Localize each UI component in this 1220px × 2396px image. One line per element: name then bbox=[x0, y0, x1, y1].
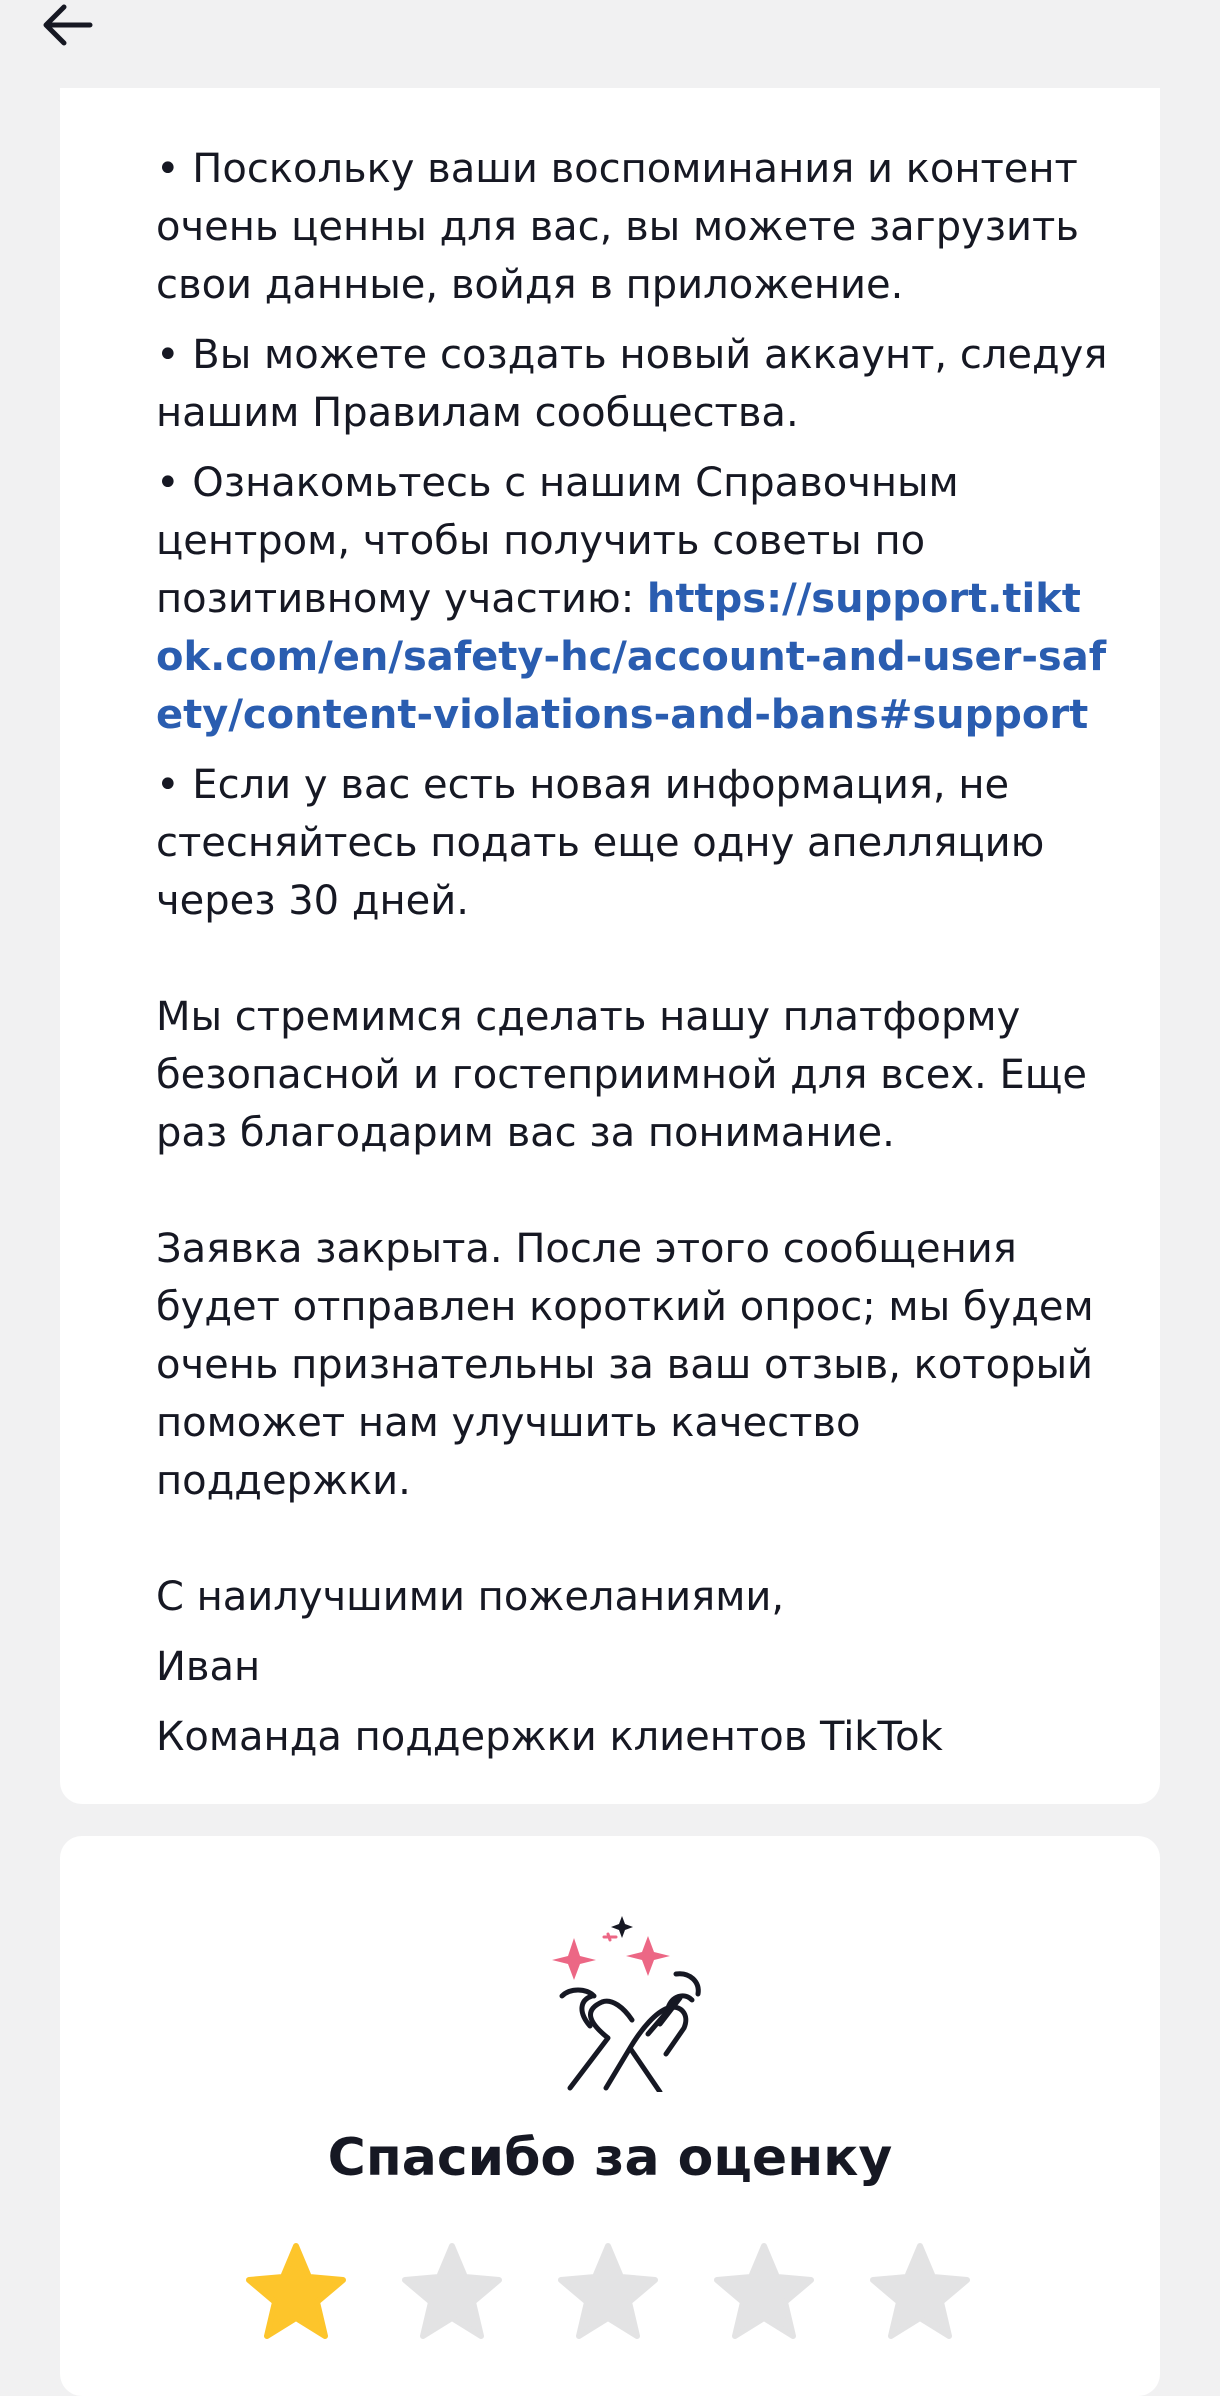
star-empty-icon-2[interactable] bbox=[400, 2240, 504, 2344]
clapping-hands-sparkles-icon bbox=[530, 1916, 730, 2092]
bullet-help-center bbox=[156, 454, 1108, 744]
back-button[interactable] bbox=[36, 0, 100, 56]
bullet-new-appeal: • Если у вас есть новая информация, не стесняйтесь подать еще одну апелляцию через 30 дней. bbox=[156, 762, 1045, 924]
signoff: С наилучшими пожеланиями, bbox=[156, 1574, 785, 1620]
rating-title: Спасибо за оценку bbox=[327, 2128, 893, 2188]
star-rating[interactable] bbox=[244, 2240, 972, 2344]
star-filled-icon-1[interactable] bbox=[244, 2240, 348, 2344]
bullet-download-data: • Поскольку ваши воспоминания и контент очень ценны для вас, вы можете загрузить свои данные, войдя в приложение. bbox=[156, 146, 1079, 308]
agent-name: Иван bbox=[156, 1644, 261, 1690]
rating-card bbox=[60, 1836, 1160, 2396]
support-link[interactable]: https://support.tiktok.com/en/safety-hc/account-and-user-safety/content-violations-and-bans#support bbox=[156, 576, 1107, 738]
star-empty-icon-3[interactable] bbox=[556, 2240, 660, 2344]
bullet-help-center-text: • Ознакомьтесь с нашим Справочным центром, чтобы получить советы по позитивному участию: bbox=[156, 460, 959, 622]
star-empty-icon-4[interactable] bbox=[712, 2240, 816, 2344]
paragraph-ticket-closed: Заявка закрыта. После этого сообщения будет отправлен короткий опрос; мы будем очень признательны за ваш отзыв, который поможет нам улучшить качество поддержки. bbox=[156, 1226, 1094, 1504]
support-message-card bbox=[60, 88, 1160, 1804]
arrow-left-icon bbox=[36, 0, 100, 56]
bullet-new-account: • Вы можете создать новый аккаунт, следуя нашим Правилам сообщества. bbox=[156, 332, 1108, 436]
star-empty-icon-5[interactable] bbox=[868, 2240, 972, 2344]
team-signature: Команда поддержки клиентов TikTok bbox=[156, 1714, 943, 1760]
paragraph-platform: Мы стремимся сделать нашу платформу безопасной и гостеприимной для всех. Еще раз благодарим вас за понимание. bbox=[156, 994, 1087, 1156]
